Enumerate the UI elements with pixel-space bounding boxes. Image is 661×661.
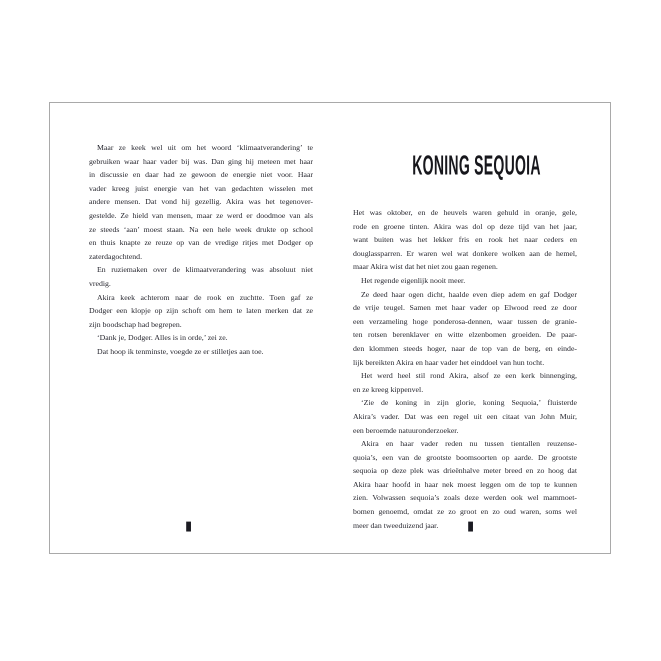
text-line: maar Akira wist dat het niet zou gaan regenen. [353, 262, 498, 272]
text-line: Akira en haar vader reden nu tussen tientallen reuzense- [361, 439, 577, 449]
text-line: gebruiken waar haar vader bij was. Dan ging hij meteen met haar [89, 156, 313, 166]
text-line: Maar ze keek wel uit om het woord ‘klimaatverandering’ te [97, 143, 313, 152]
text-line: zien. Volwassen sequoia’s zoals deze werden ook wel mammoet- [353, 493, 577, 503]
text-line: Ze deed haar ogen dicht, haalde even diep adem en gaf Dodger [361, 289, 577, 299]
text-line: Het was oktober, en de heuvels waren gehuld in oranje, gele, [353, 208, 577, 217]
paragraph [89, 291, 313, 332]
paragraph [89, 331, 313, 345]
text-line: Akira keek achterom naar de rook en zuchtte. Toen gaf ze [97, 292, 313, 302]
text-line: En ruziemaken over de klimaatverandering was absoluut niet [97, 265, 313, 275]
paragraph [353, 288, 577, 370]
right-page-text [353, 206, 577, 532]
paragraph [353, 369, 577, 396]
text-line: een verzameling hoge ponderosa-dennen, waar tussen de granie- [353, 316, 577, 326]
text-line: Akira’s vader. Dat was een regel uit een citaat van John Muir, [353, 411, 577, 421]
paragraph [89, 345, 313, 359]
text-line: douglassparren. Er waren wel wat donkere wolken aan de hemel, [353, 248, 577, 258]
text-line: den klommen steeds hoger, naar de top van de berg, en einde- [353, 343, 577, 353]
text-line: want buiten was het lekker fris en rook het naar ceders en [353, 235, 577, 245]
chapter-title-text: KONING SEQUOIA [412, 149, 541, 181]
text-line: de vrije teugel. Samen met haar vader op Elwood reed ze door [353, 303, 577, 313]
text-line: in discussie en daar had ze gewoon de energie niet voor. Haar [89, 170, 313, 180]
text-line: Akira haar hoofd in haar nek moest leggen om de top te kunnen [353, 479, 577, 489]
page-number-marker-left: ▮ [185, 519, 193, 534]
text-line: lijk bereikten Akira en haar vader het einddoel van hun tocht. [353, 357, 545, 367]
paragraph [89, 141, 313, 263]
left-page-text [89, 141, 313, 359]
text-line: vredig. [89, 278, 111, 288]
text-line: ten rotsen berenklaver en witte elzenbomen groeiden. De paar- [353, 330, 577, 340]
text-line: quoia’s, een van de grootste boomsoorten op aarde. De grootste [353, 452, 577, 462]
text-line: ze steeds ‘aan’ moest staan. Na een hele week drukte op school [89, 224, 313, 234]
left-page [89, 141, 313, 359]
text-line: bomen genoemd, omdat ze zo groot en zo oud waren, soms wel [353, 507, 577, 517]
paragraph [89, 263, 313, 290]
chapter-title [353, 149, 577, 182]
text-line: rode en groene tinten. Akira was dol op deze tijd van het jaar, [353, 221, 577, 231]
text-line: zaterdagochtend. [89, 251, 143, 261]
paragraph [353, 206, 577, 274]
paragraph [353, 437, 577, 532]
text-line: Het regende eigenlijk nooit meer. [361, 275, 466, 285]
text-line: Het werd heel stil rond Akira, alsof ze een kerk binnenging, [361, 371, 577, 381]
text-line: en ze kreeg kippenvel. [353, 384, 424, 394]
text-line: andere mensen. Dat vond hij gezellig. Akira was het tegenover- [89, 197, 313, 207]
text-line: Dodger een klopje op zijn schoft om hem te laten merken dat ze [89, 306, 313, 316]
page-number-marker-right: ▮ [467, 519, 475, 534]
book-spread [49, 102, 611, 554]
paragraph [353, 396, 577, 437]
text-line: meer dan tweeduizend jaar. [353, 520, 439, 530]
paragraph [353, 274, 577, 288]
text-line: ‘Dank je, Dodger. Alles is in orde,’ zei ze. [97, 333, 228, 343]
text-line: gestelde. Ze hield van mensen, maar ze werd er doodmoe van als [89, 210, 313, 220]
text-line: een beroemde natuuronderzoeker. [353, 425, 459, 435]
text-line: zijn boodschap had begrepen. [89, 319, 182, 329]
text-line: sequoia op deze plek was drieënhalve meter breed en zo hoog dat [353, 466, 577, 476]
text-line: Dat hoop ik tenminste, voegde ze er stilletjes aan toe. [97, 346, 264, 356]
text-line: vader kreeg juist energie van het van gedachten wisselen met [89, 183, 313, 193]
text-line: ‘Zie de koning in zijn glorie, koning Sequoia,’ fluisterde [361, 398, 577, 408]
text-line: en thuis knapte ze reuze op van de vredige ritjes met Dodger op [89, 238, 313, 248]
right-page [353, 141, 577, 541]
